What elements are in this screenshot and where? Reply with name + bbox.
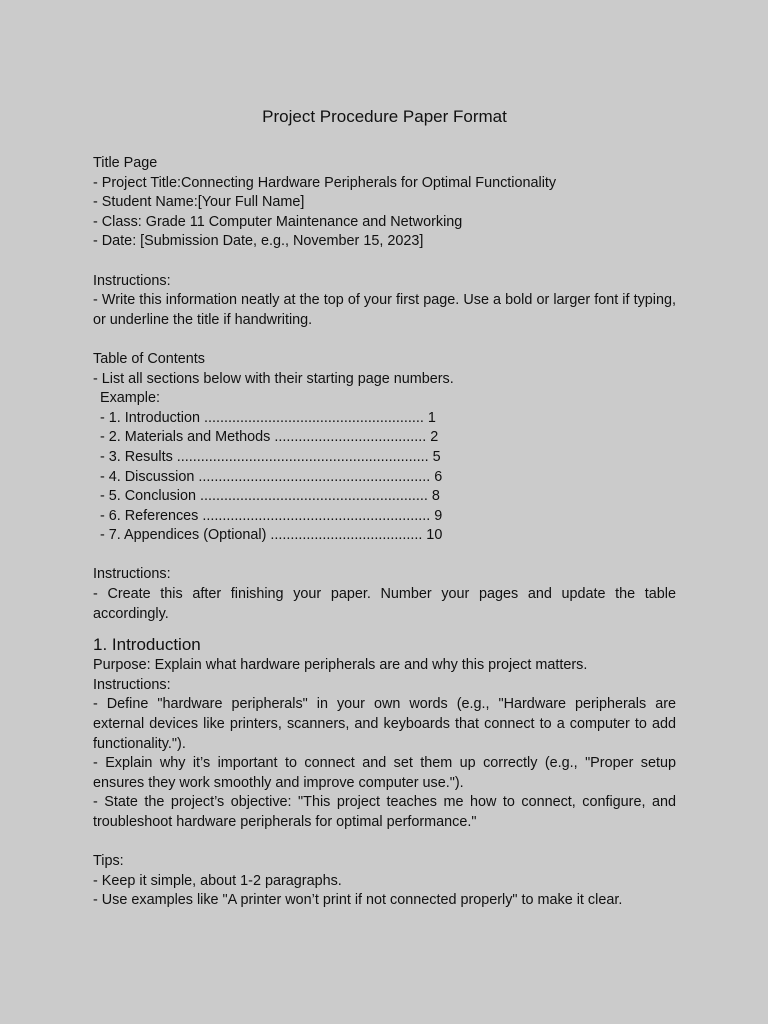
toc-intro: - List all sections below with their starting page numbers. — [93, 370, 454, 387]
purpose-text: Purpose: Explain what hardware peripherals are and why this project matters. — [93, 657, 588, 674]
title-page-item: - Student Name:[Your Full Name] — [93, 194, 305, 211]
tip-item: - Keep it simple, about 1-2 paragraphs. — [93, 872, 342, 889]
title-page-item: - Date: [Submission Date, e.g., November 15, 2023] — [93, 233, 424, 250]
instruction-item: - Explain why it’s important to connect and set them up correctly (e.g., "Proper setup ensures they work smoothly and improve computer use."). — [93, 755, 676, 791]
spacer — [93, 546, 676, 566]
section-heading: 1. Introduction — [93, 635, 201, 655]
toc-item: - 7. Appendices (Optional) ...................................... 10 — [100, 527, 443, 544]
instructions-text: - Create this after finishing your paper. Number your pages and update the table accordingly. — [93, 586, 676, 622]
tips-heading: Tips: — [93, 853, 124, 870]
title-page-heading: Title Page — [93, 155, 158, 171]
toc-item: - 3. Results ............................................................... 5 — [100, 448, 441, 465]
instructions-heading: Instructions: — [93, 272, 171, 289]
instruction-item: - Define "hardware peripherals" in your own words (e.g., "Hardware peripherals are external devices like printers, scanners, and keyboards that connect to a computer to add functionality."). — [93, 696, 676, 752]
instructions-heading: Instructions: — [93, 566, 171, 583]
toc-item: - 2. Materials and Methods ...................................... 2 — [100, 429, 439, 446]
document-page — [93, 105, 676, 911]
toc-section — [93, 350, 676, 624]
tip-item: - Use examples like "A printer won’t print if not connected properly" to make it clear. — [93, 892, 623, 909]
toc-item: - 1. Introduction ....................................................... 1 — [100, 409, 436, 426]
toc-example-label: Example: — [100, 390, 160, 407]
toc-item: - 6. References ......................................................... 9 — [100, 507, 443, 524]
page-title: Project Procedure Paper Format — [262, 107, 507, 126]
instruction-item: - State the project’s objective: "This project teaches me how to connect, configure, and troubleshoot hardware peripherals for optimal performance." — [93, 794, 676, 830]
toc-item: - 5. Conclusion ......................................................... 8 — [100, 488, 440, 505]
instructions-heading: Instructions: — [93, 676, 171, 693]
title-page-section — [93, 154, 676, 330]
toc-item: - 4. Discussion .......................................................... 6 — [100, 468, 443, 485]
introduction-section — [93, 634, 676, 911]
spacer — [93, 833, 676, 853]
spacer — [93, 330, 676, 350]
title-page-item: - Class: Grade 11 Computer Maintenance and Networking — [93, 213, 463, 230]
toc-heading: Table of Contents — [93, 350, 205, 367]
title-page-item: - Project Title:Connecting Hardware Peripherals for Optimal Functionality — [93, 174, 557, 191]
spacer — [93, 252, 676, 272]
instructions-text: - Write this information neatly at the top of your first page. Use a bold or larger font if typing, or underline the title if handwriting. — [93, 292, 676, 328]
